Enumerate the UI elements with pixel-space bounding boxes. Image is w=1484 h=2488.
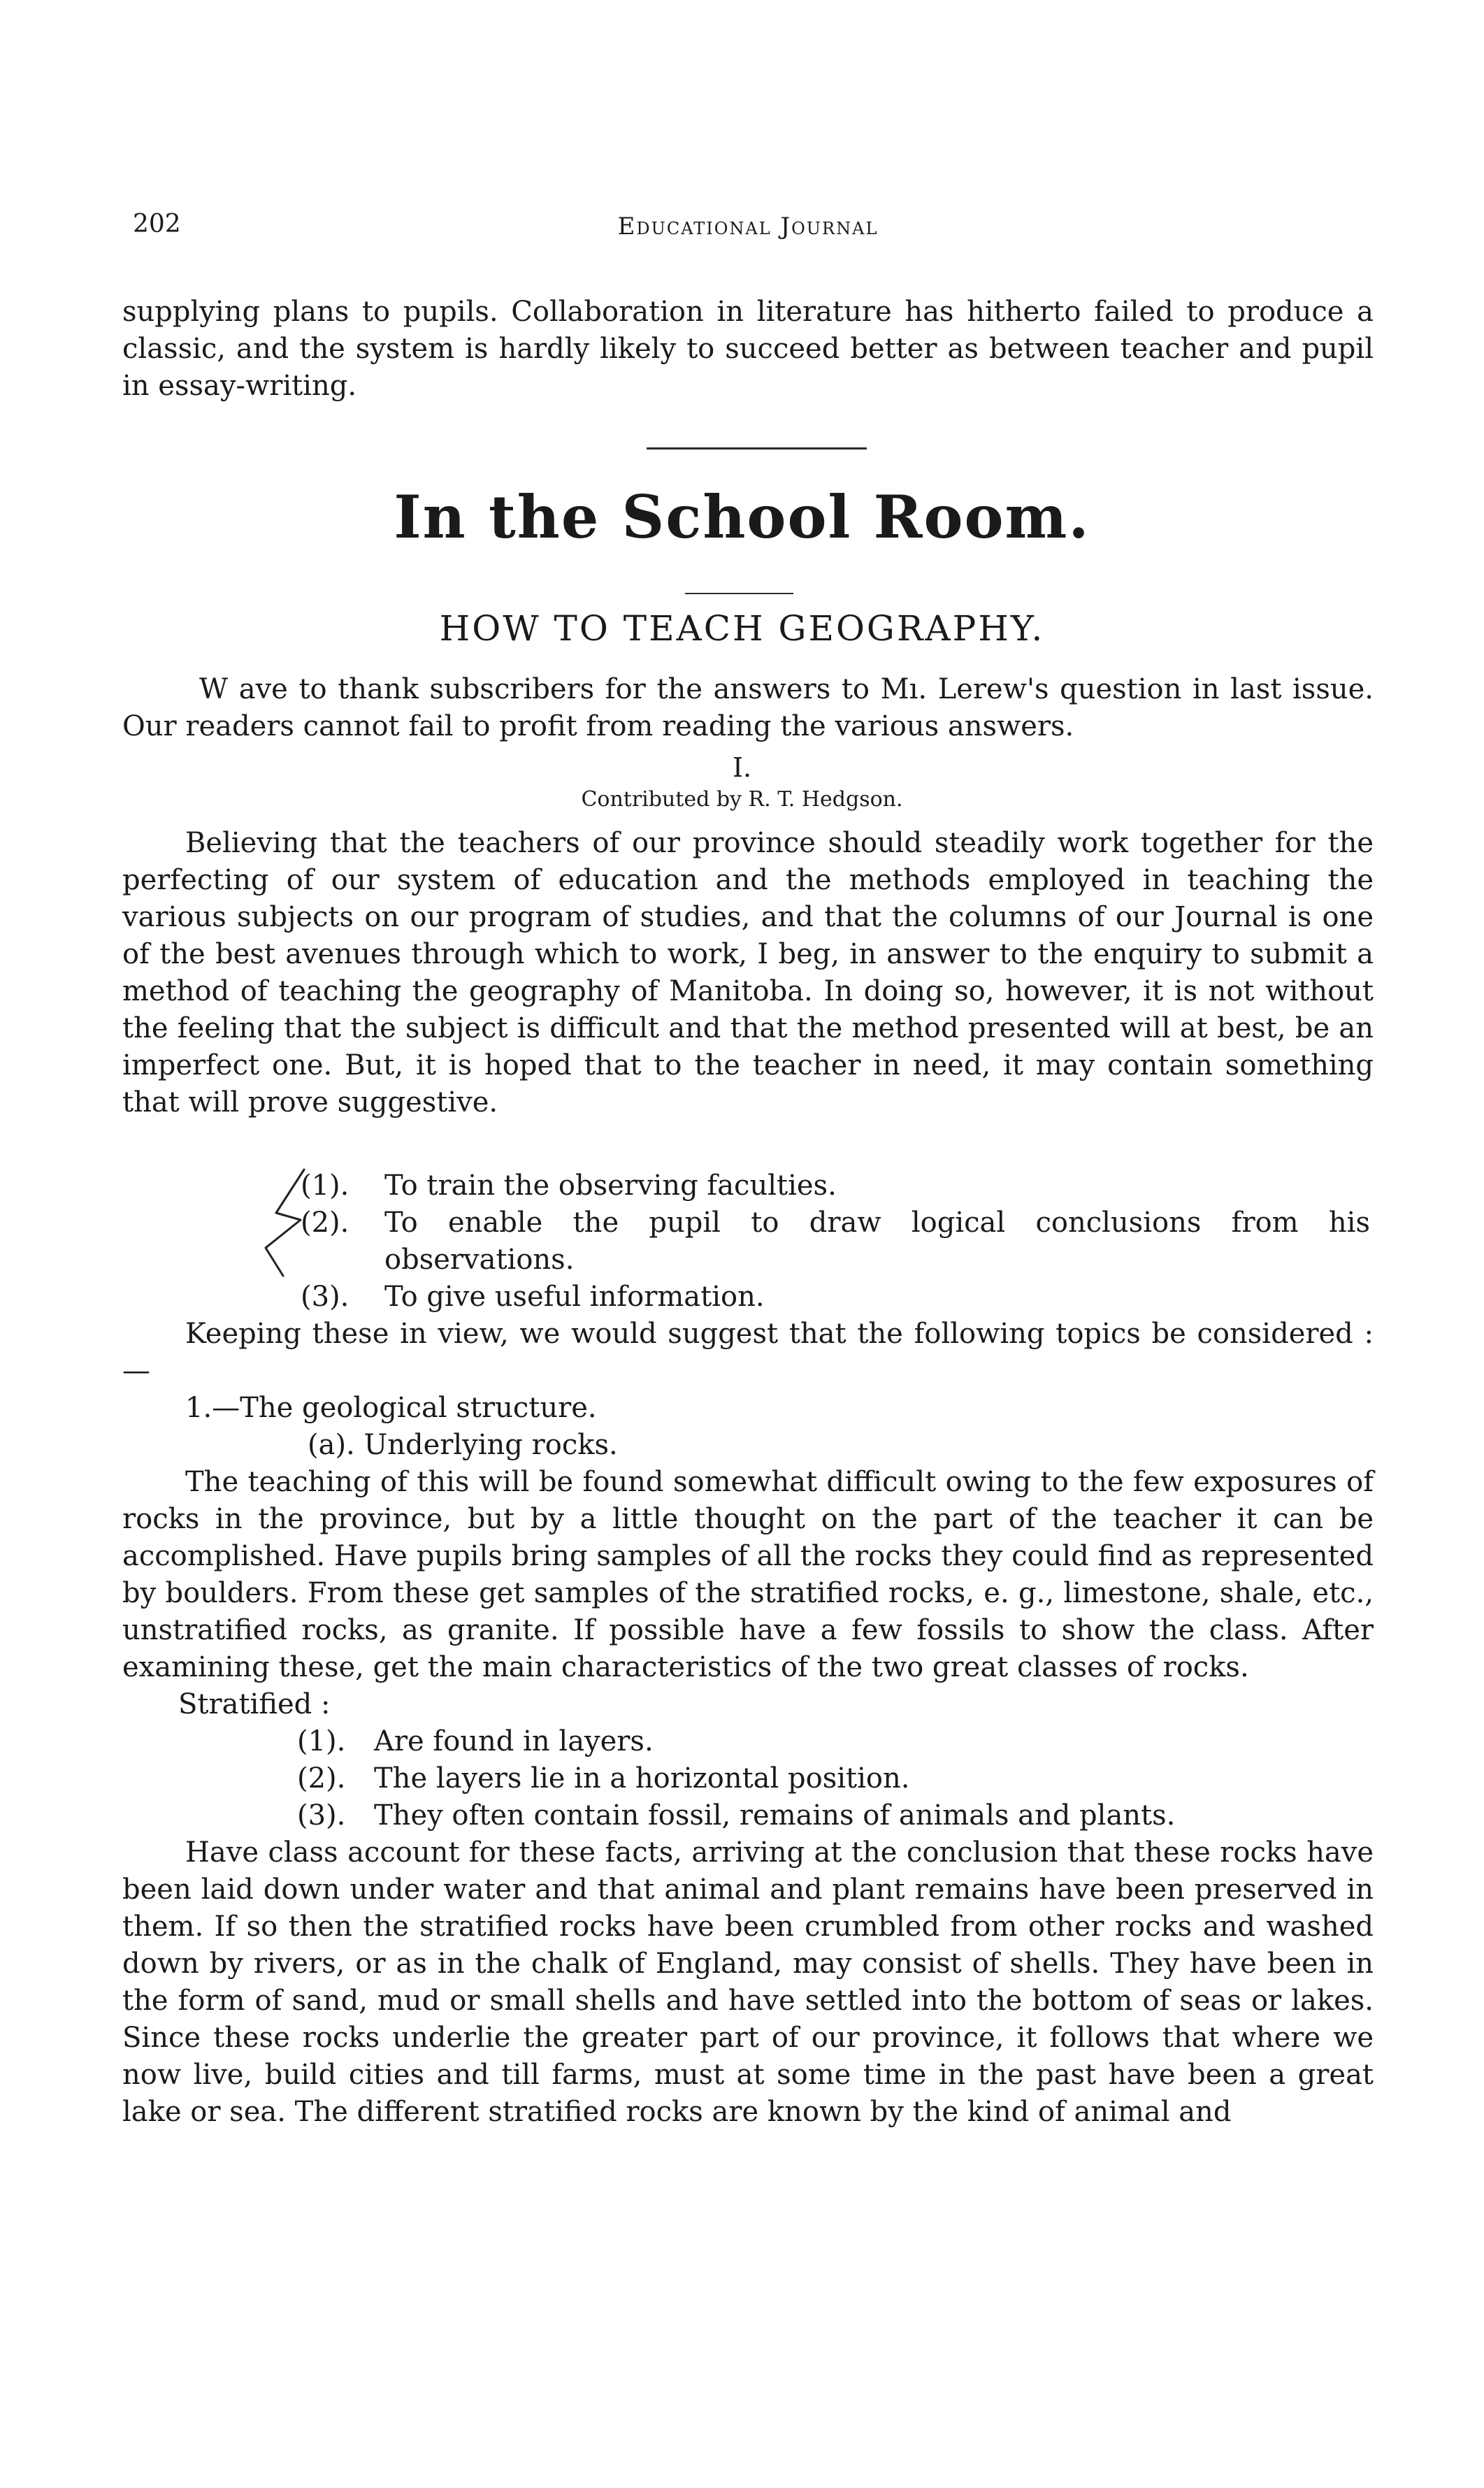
aims-list <box>301 1167 1370 1316</box>
teaching-paragraph: The teaching of this will be found somewhat difficult owing to the few exposures of rocks in the province, but by a little thought on the part of the teacher it can be accomplished. Have pupils bring samples of all the rocks they could find as represented by boulders. From these get samples of the stratified rocks, e. g., limestone, shale, etc., unstratified rocks, as granite. If possible have a few fossils to show the class. After examining these, get the main characteristics of the two great classes of rocks. <box>122 1466 1374 1683</box>
aim-item <box>301 1205 1370 1279</box>
stratified-text: They often contain fossil, remains of animals and plants. <box>374 1799 1176 1832</box>
stratified-marker: (1). <box>297 1725 346 1757</box>
topics-text-block <box>122 1316 1374 2131</box>
aim-item <box>301 1279 1370 1316</box>
stratified-text: The layers lie in a horizontal position. <box>374 1762 910 1795</box>
stratified-item <box>297 1760 1374 1797</box>
stratified-text: Are found in layers. <box>374 1725 654 1757</box>
stratified-item <box>297 1723 1374 1760</box>
final-paragraph: Have class account for these facts, arriving at the conclusion that these rocks have been laid down under water and that animal and plant remains have been preserved in them. If so then the stratified rocks have been crumbled from other rocks and washed down by rivers, or as in the chalk of England, may consist of shells. They have been in the form of sand, mud or small shells and have settled into the bottom of seas or lakes. Since these rocks underlie the greater part of our province, it follows that where we now live, build cities and till farms, must at some time in the past have been a great lake or sea. The different stratified rocks are known by the kind of animal and <box>122 1836 1374 2128</box>
stratified-marker: (2). <box>297 1762 346 1795</box>
aim-text: To give useful information. <box>384 1281 765 1313</box>
running-title: Educational Journal <box>617 213 879 240</box>
contribution-numeral: I. <box>732 752 752 783</box>
subtopic-heading: (a). Underlying rocks. <box>308 1429 618 1461</box>
topic-heading: 1.—The geological structure. <box>185 1392 597 1424</box>
believing-text-block <box>122 825 1374 1121</box>
believing-paragraph: Believing that the teachers of our province should steadily work together for the perfecting of our system of education and the methods employed in teaching the various subjects on our program of studies, and that the columns of our Journal is one of the best avenues through which to work, I beg, in answer to the enquiry to submit a method of teaching the geography of Manitoba. In doing so, however, it is not without the feeling that the subject is difficult and that the method presented will at best, be an imperfect one. But, it is hoped that to the teacher in need, it may contain something that will prove suggestive. <box>122 827 1374 1119</box>
contribution-byline: Contributed by R. T. Hedgson. <box>581 787 903 812</box>
section-rule-top <box>647 447 867 450</box>
opening-text-block <box>122 671 1374 745</box>
aim-item <box>301 1167 1370 1205</box>
intro-text-block <box>122 294 1374 405</box>
opening-paragraph: W ave to thank subscribers for the answers to Mı. Lerew's question in last issue. Our readers cannot fail to profit from reading the various answers. <box>122 673 1374 742</box>
article-title: HOW TO TEACH GEOGRAPHY. <box>439 608 1045 649</box>
aim-text: To enable the pupil to draw logical conclusions from his observations. <box>384 1207 1370 1276</box>
keeping-paragraph: Keeping these in view, we would suggest that the following topics be considered :— <box>122 1318 1374 1387</box>
stratified-item <box>297 1797 1374 1834</box>
stratified-marker: (3). <box>297 1799 346 1832</box>
page-number: 202 <box>133 210 181 238</box>
aim-marker: (1). <box>301 1170 350 1202</box>
aim-marker: (2). <box>301 1207 350 1239</box>
section-rule-bottom <box>685 593 793 594</box>
stratified-label: Stratified : <box>178 1688 331 1720</box>
section-title: In the School Room. <box>394 482 1090 552</box>
intro-paragraph: supplying plans to pupils. Collaboration in literature has hitherto failed to produce a classic, and the system is hardly likely to succeed better as between teacher and pupil in essay-writing. <box>122 296 1374 402</box>
page-header <box>133 210 1363 259</box>
aim-text: To train the observing faculties. <box>384 1170 837 1202</box>
aim-marker: (3). <box>301 1281 350 1313</box>
stratified-list <box>297 1723 1374 1834</box>
